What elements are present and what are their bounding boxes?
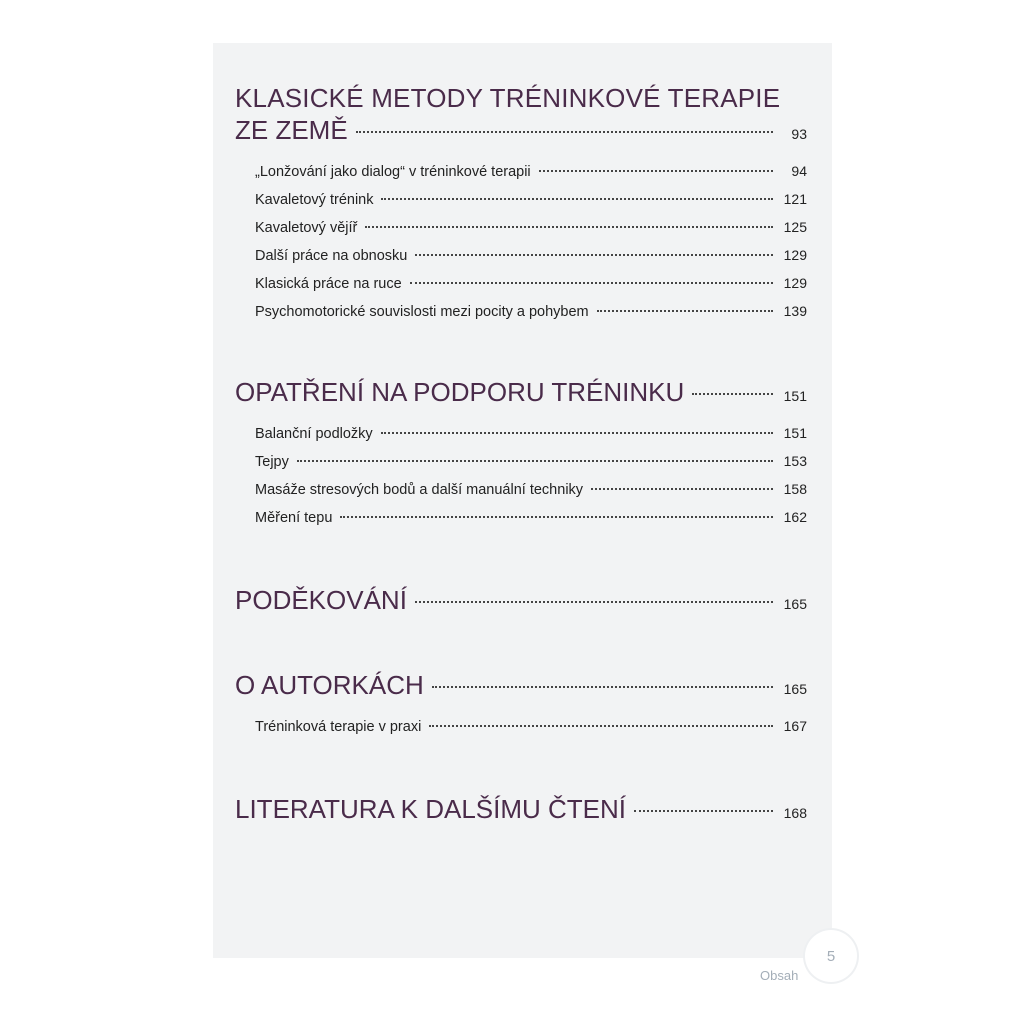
entry-title: „Lonžování jako dialog“ v tréninkové terapii	[255, 164, 531, 180]
dot-leader	[381, 432, 773, 434]
section-page-number: 165	[783, 596, 807, 612]
toc-entry[interactable]	[255, 158, 807, 186]
toc-entry[interactable]	[255, 186, 807, 214]
section-title: KLASICKÉ METODY TRÉNINKOVÉ TERAPIE	[235, 83, 781, 113]
dot-leader	[429, 725, 773, 727]
section-title-row[interactable]	[235, 376, 807, 412]
dot-leader	[410, 282, 773, 284]
dot-leader	[356, 131, 773, 133]
entry-page-number: 158	[783, 481, 807, 497]
entry-title: Měření tepu	[255, 510, 333, 526]
toc-section	[235, 82, 807, 326]
toc-entries	[235, 158, 807, 326]
entry-page-number: 125	[783, 219, 807, 235]
toc-entries	[235, 713, 807, 741]
section-title: O AUTORKÁCH	[235, 670, 424, 700]
toc-entries	[235, 420, 807, 532]
entry-title: Kavaletový vějíř	[255, 220, 358, 236]
section-page-number: 93	[791, 126, 807, 142]
entry-title: Klasická práce na ruce	[255, 276, 402, 292]
entry-page-number: 139	[783, 303, 807, 319]
toc-entry[interactable]	[255, 298, 807, 326]
entry-page-number: 121	[783, 191, 807, 207]
toc-entry[interactable]	[255, 242, 807, 270]
entry-page-number: 162	[783, 509, 807, 525]
footer-section-label: Obsah	[760, 968, 799, 983]
dot-leader	[432, 686, 773, 688]
section-title: ZE ZEMĚ	[235, 115, 348, 145]
toc-section	[235, 376, 807, 532]
toc-section	[235, 584, 807, 620]
section-title-row[interactable]	[235, 793, 807, 829]
entry-title: Psychomotorické souvislosti mezi pocity a pohybem	[255, 304, 589, 320]
dot-leader	[539, 170, 773, 172]
toc-entry[interactable]	[255, 214, 807, 242]
toc-entry[interactable]	[255, 476, 807, 504]
toc-entry[interactable]	[255, 504, 807, 532]
dot-leader	[597, 310, 773, 312]
dot-leader	[297, 460, 773, 462]
dot-leader	[692, 393, 773, 395]
entry-page-number: 151	[783, 425, 807, 441]
entry-page-number: 153	[783, 453, 807, 469]
toc-entry[interactable]	[255, 448, 807, 476]
toc-entry[interactable]	[255, 420, 807, 448]
section-page-number: 151	[783, 388, 807, 404]
toc-entry[interactable]	[255, 713, 807, 741]
entry-title: Masáže stresových bodů a další manuální techniky	[255, 482, 584, 498]
section-page-number: 165	[783, 681, 807, 697]
table-of-contents	[235, 82, 807, 829]
toc-section	[235, 669, 807, 741]
entry-page-number: 94	[791, 163, 807, 179]
dot-leader	[415, 254, 773, 256]
toc-section	[235, 793, 807, 829]
page-number-badge	[805, 930, 857, 982]
section-title: PODĚKOVÁNÍ	[235, 585, 407, 615]
toc-entry[interactable]	[255, 270, 807, 298]
section-title-row[interactable]	[235, 669, 807, 705]
dot-leader	[415, 601, 773, 603]
entry-title: Tejpy	[255, 454, 289, 470]
section-page-number: 168	[783, 805, 807, 821]
page-number: 5	[826, 947, 836, 965]
section-title: OPATŘENÍ NA PODPORU TRÉNINKU	[235, 377, 685, 407]
dot-leader	[365, 226, 773, 228]
dot-leader	[634, 810, 773, 812]
entry-title: Kavaletový trénink	[255, 192, 374, 208]
entry-title: Další práce na obnosku	[255, 248, 408, 264]
dot-leader	[591, 488, 773, 490]
dot-leader	[381, 198, 773, 200]
entry-title: Tréninková terapie v praxi	[255, 719, 422, 735]
entry-title: Balanční podložky	[255, 426, 373, 442]
section-title: LITERATURA K DALŠÍMU ČTENÍ	[235, 794, 627, 824]
section-title-row[interactable]	[235, 584, 807, 620]
section-title-row[interactable]	[235, 114, 807, 150]
entry-page-number: 129	[783, 275, 807, 291]
entry-page-number: 167	[783, 718, 807, 734]
entry-page-number: 129	[783, 247, 807, 263]
dot-leader	[340, 516, 773, 518]
